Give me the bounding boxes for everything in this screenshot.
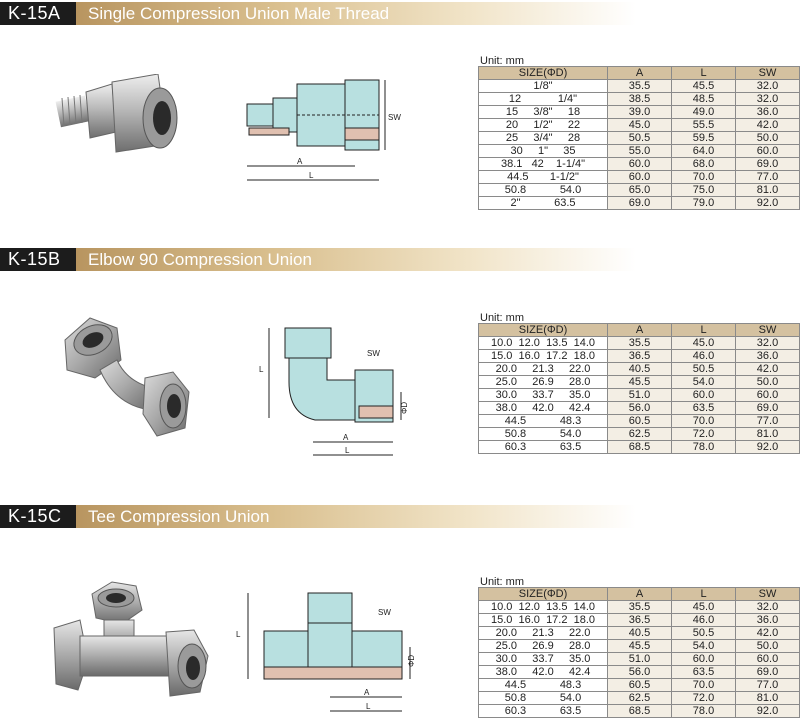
table-row: [479, 402, 800, 415]
size-cell: 30.0 33.7 35.0: [479, 653, 608, 666]
table-cell: 50.5: [608, 132, 672, 145]
col-size: SIZE(ΦD): [479, 67, 608, 80]
table-cell: 56.0: [608, 402, 672, 415]
table-cell: 51.0: [608, 389, 672, 402]
table-cell: 78.0: [672, 705, 736, 718]
table-row: [479, 679, 800, 692]
dim-label: L: [259, 365, 264, 374]
table-row: [479, 324, 800, 337]
spec-table-k15c: [478, 587, 800, 718]
table-cell: 92.0: [736, 705, 800, 718]
table-cell: 42.0: [736, 627, 800, 640]
table-cell: 68.5: [608, 441, 672, 454]
table-row: [479, 171, 800, 184]
table-cell: 45.0: [672, 601, 736, 614]
table-cell: 81.0: [736, 428, 800, 441]
dim-label: SW: [378, 608, 391, 617]
table-cell: 60.0: [672, 653, 736, 666]
size-cell: 38.0 42.0 42.4: [479, 666, 608, 679]
table-cell: 45.5: [672, 80, 736, 93]
table-row: [479, 93, 800, 106]
table-cell: 69.0: [736, 158, 800, 171]
section-header-k15a: [0, 2, 800, 25]
unit-label: Unit: mm: [480, 55, 524, 67]
table-cell: 60.0: [608, 171, 672, 184]
table-cell: 70.0: [672, 171, 736, 184]
size-cell: 50.8 54.0: [479, 692, 608, 705]
drawing-male-union: [235, 70, 405, 200]
col-a: A: [608, 67, 672, 80]
product-title: Tee Compression Union: [76, 505, 636, 528]
size-cell: 44.5 48.3: [479, 415, 608, 428]
size-cell: 20.0 21.3 22.0: [479, 363, 608, 376]
table-cell: 55.5: [672, 119, 736, 132]
size-cell: 15.0 16.0 17.2 18.0: [479, 614, 608, 627]
table-row: [479, 666, 800, 679]
table-row: [479, 145, 800, 158]
table-row: [479, 692, 800, 705]
table-row: [479, 614, 800, 627]
table-row: [479, 705, 800, 718]
table-row: [479, 363, 800, 376]
table-cell: 68.0: [672, 158, 736, 171]
table-cell: 36.0: [736, 350, 800, 363]
dim-label: L: [236, 630, 241, 639]
dim-label: SW: [367, 349, 380, 358]
table-row: [479, 337, 800, 350]
table-cell: 72.0: [672, 428, 736, 441]
col-a: A: [608, 324, 672, 337]
size-cell: 12 1/4": [479, 93, 608, 106]
table-cell: 75.0: [672, 184, 736, 197]
section-header-k15b: [0, 248, 800, 271]
size-cell: 44.5 1-1/2": [479, 171, 608, 184]
size-cell: 15.0 16.0 17.2 18.0: [479, 350, 608, 363]
table-cell: 69.0: [736, 402, 800, 415]
table-cell: 35.5: [608, 337, 672, 350]
dim-label: ΦD: [400, 401, 409, 414]
table-cell: 69.0: [608, 197, 672, 210]
table-row: [479, 197, 800, 210]
dim-label: SW: [388, 113, 401, 122]
table-cell: 50.0: [736, 376, 800, 389]
table-cell: 51.0: [608, 653, 672, 666]
table-cell: 56.0: [608, 666, 672, 679]
unit-label: Unit: mm: [480, 576, 524, 588]
table-cell: 32.0: [736, 337, 800, 350]
table-cell: 45.0: [608, 119, 672, 132]
table-row: [479, 588, 800, 601]
product-title: Elbow 90 Compression Union: [76, 248, 636, 271]
table-row: [479, 428, 800, 441]
table-cell: 60.0: [736, 145, 800, 158]
table-cell: 50.5: [672, 627, 736, 640]
table-row: [479, 640, 800, 653]
table-row: [479, 601, 800, 614]
dim-label: A: [343, 433, 349, 442]
table-row: [479, 106, 800, 119]
col-sw: SW: [736, 588, 800, 601]
drawing-elbow: [255, 322, 425, 462]
table-row: [479, 67, 800, 80]
dim-label: L: [345, 446, 350, 455]
col-sw: SW: [736, 324, 800, 337]
size-cell: 25.0 26.9 28.0: [479, 376, 608, 389]
table-row: [479, 441, 800, 454]
product-photo-tee: [50, 580, 210, 710]
size-cell: 20.0 21.3 22.0: [479, 627, 608, 640]
table-cell: 62.5: [608, 692, 672, 705]
table-cell: 45.5: [608, 640, 672, 653]
table-cell: 39.0: [608, 106, 672, 119]
table-cell: 60.0: [672, 389, 736, 402]
product-photo-male-union: [50, 74, 180, 164]
table-cell: 32.0: [736, 601, 800, 614]
spec-table-k15a: [478, 66, 800, 210]
table-cell: 69.0: [736, 666, 800, 679]
size-cell: 44.5 48.3: [479, 679, 608, 692]
size-cell: 38.1 42 1-1/4": [479, 158, 608, 171]
size-cell: 10.0 12.0 13.5 14.0: [479, 337, 608, 350]
table-cell: 77.0: [736, 679, 800, 692]
col-l: L: [672, 588, 736, 601]
table-cell: 36.5: [608, 350, 672, 363]
table-cell: 70.0: [672, 415, 736, 428]
table-cell: 65.0: [608, 184, 672, 197]
unit-label: Unit: mm: [480, 312, 524, 324]
table-cell: 35.5: [608, 601, 672, 614]
table-cell: 54.0: [672, 640, 736, 653]
table-cell: 60.0: [736, 653, 800, 666]
table-cell: 68.5: [608, 705, 672, 718]
table-cell: 81.0: [736, 184, 800, 197]
table-cell: 32.0: [736, 93, 800, 106]
col-size: SIZE(ΦD): [479, 324, 608, 337]
dim-label: L: [309, 171, 314, 180]
size-cell: 20 1/2" 22: [479, 119, 608, 132]
table-cell: 42.0: [736, 119, 800, 132]
table-row: [479, 389, 800, 402]
size-cell: 30.0 33.7 35.0: [479, 389, 608, 402]
table-row: [479, 158, 800, 171]
table-row: [479, 132, 800, 145]
product-title: Single Compression Union Male Thread: [76, 2, 636, 25]
size-cell: 50.8 54.0: [479, 428, 608, 441]
size-cell: 60.3 63.5: [479, 441, 608, 454]
col-l: L: [672, 324, 736, 337]
table-cell: 54.0: [672, 376, 736, 389]
table-row: [479, 653, 800, 666]
table-cell: 50.0: [736, 132, 800, 145]
table-cell: 38.5: [608, 93, 672, 106]
table-cell: 77.0: [736, 415, 800, 428]
spec-table-k15b: [478, 323, 800, 454]
table-cell: 63.5: [672, 402, 736, 415]
table-cell: 46.0: [672, 614, 736, 627]
size-cell: 2" 63.5: [479, 197, 608, 210]
table-cell: 55.0: [608, 145, 672, 158]
table-cell: 48.5: [672, 93, 736, 106]
table-cell: 92.0: [736, 441, 800, 454]
table-cell: 49.0: [672, 106, 736, 119]
product-photo-elbow: [55, 310, 195, 450]
size-cell: 30 1" 35: [479, 145, 608, 158]
table-cell: 77.0: [736, 171, 800, 184]
size-cell: 25.0 26.9 28.0: [479, 640, 608, 653]
table-cell: 50.0: [736, 640, 800, 653]
drawing-tee: [228, 583, 428, 723]
dim-label: A: [364, 688, 370, 697]
dim-label: A: [297, 157, 303, 166]
table-cell: 45.5: [608, 376, 672, 389]
table-cell: 78.0: [672, 441, 736, 454]
table-row: [479, 80, 800, 93]
table-cell: 60.5: [608, 679, 672, 692]
size-cell: 25 3/4" 28: [479, 132, 608, 145]
size-cell: 60.3 63.5: [479, 705, 608, 718]
col-sw: SW: [736, 67, 800, 80]
size-cell: 50.8 54.0: [479, 184, 608, 197]
col-size: SIZE(ΦD): [479, 588, 608, 601]
table-cell: 79.0: [672, 197, 736, 210]
table-cell: 60.0: [736, 389, 800, 402]
table-cell: 64.0: [672, 145, 736, 158]
table-cell: 92.0: [736, 197, 800, 210]
size-cell: 38.0 42.0 42.4: [479, 402, 608, 415]
table-cell: 36.0: [736, 106, 800, 119]
table-cell: 46.0: [672, 350, 736, 363]
table-cell: 45.0: [672, 337, 736, 350]
product-code: K-15C: [0, 505, 76, 528]
table-cell: 36.5: [608, 614, 672, 627]
table-cell: 70.0: [672, 679, 736, 692]
size-cell: 10.0 12.0 13.5 14.0: [479, 601, 608, 614]
table-cell: 40.5: [608, 363, 672, 376]
table-cell: 59.5: [672, 132, 736, 145]
table-cell: 36.0: [736, 614, 800, 627]
product-code: K-15A: [0, 2, 76, 25]
table-row: [479, 119, 800, 132]
table-cell: 81.0: [736, 692, 800, 705]
table-row: [479, 415, 800, 428]
size-cell: 1/8": [479, 80, 608, 93]
col-a: A: [608, 588, 672, 601]
table-cell: 63.5: [672, 666, 736, 679]
table-cell: 60.5: [608, 415, 672, 428]
table-cell: 32.0: [736, 80, 800, 93]
table-row: [479, 627, 800, 640]
dim-label: L: [366, 702, 371, 711]
table-cell: 35.5: [608, 80, 672, 93]
col-l: L: [672, 67, 736, 80]
table-cell: 60.0: [608, 158, 672, 171]
table-row: [479, 376, 800, 389]
dim-label: ΦD: [407, 654, 416, 667]
table-cell: 42.0: [736, 363, 800, 376]
size-cell: 15 3/8" 18: [479, 106, 608, 119]
table-cell: 50.5: [672, 363, 736, 376]
table-cell: 62.5: [608, 428, 672, 441]
table-row: [479, 184, 800, 197]
table-cell: 72.0: [672, 692, 736, 705]
product-code: K-15B: [0, 248, 76, 271]
table-cell: 40.5: [608, 627, 672, 640]
table-row: [479, 350, 800, 363]
section-header-k15c: [0, 505, 800, 528]
